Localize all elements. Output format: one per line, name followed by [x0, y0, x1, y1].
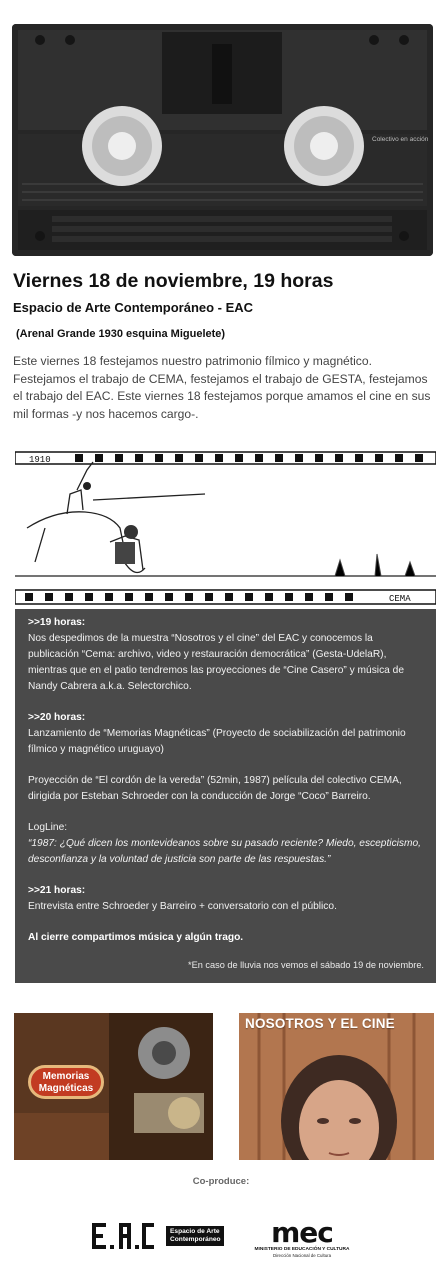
event-address: (Arenal Grande 1930 esquina Miguelete): [16, 328, 226, 340]
program-closing: Al cierre compartimos música y algún trago.: [28, 932, 244, 943]
program-box: [15, 609, 436, 983]
program-19-text: Nos despedimos de la muestra “Nosotros y el cine” del EAC y conocemos la publicación “Cema: archivo, video y restauración democrática” (Gesta-UdelaR), mientras que en el patio tendremos las proyecciones de “Cine Casero” y música de Nandy Cabrera a.k.a. Selectorchico.: [28, 633, 404, 692]
mec-wordmark: mec: [271, 1216, 333, 1249]
mec-logo: [252, 1216, 352, 1259]
eac-logo-text: Espacio de Arte Contemporáneo: [166, 1226, 224, 1246]
memorias-magneticas-image: [14, 1013, 213, 1160]
coproduce-label: Co-produce:: [192, 1176, 250, 1187]
film-bottom-text: CEMA: [389, 594, 411, 604]
program-20-heading: >>20 horas:: [28, 712, 86, 723]
event-title: Viernes 18 de noviembre, 19 horas: [13, 270, 334, 292]
nosotros-title: NOSOTROS Y EL CINE: [245, 1016, 395, 1031]
cassette-label: Colectivo en acción: [372, 136, 429, 143]
program-20-screening: Proyección de “El cordón de la vereda” (52min, 1987) película del colectivo CEMA, dirigida por Esteban Schroeder con la conducción de Jorge “Coco” Barreiro.: [28, 775, 402, 802]
event-venue: Espacio de Arte Contemporáneo - EAC: [13, 300, 254, 315]
rain-note: *En caso de lluvia nos vemos el sábado 19 de noviembre.: [188, 960, 424, 970]
logline-text: “1987: ¿Qué dicen los montevideanos sobre su pasado reciente? Miedo, escepticismo, desconfianza y la voluntad de justicia son parte de las respuestas.”: [28, 838, 422, 865]
program-19-heading: >>19 horas:: [28, 617, 86, 628]
memorias-badge: Memorias Magnéticas: [28, 1065, 104, 1099]
film-top-text: 1910: [29, 455, 51, 465]
logline-label: LogLine:: [28, 822, 68, 833]
nosotros-y-el-cine-image: [239, 1013, 434, 1160]
mec-ministry: MINISTERIO DE EDUCACIÓN Y CULTURA: [254, 1247, 350, 1252]
film-strip-illustration: [15, 450, 436, 608]
eac-mark: E.A.C: [92, 1221, 95, 1222]
vhs-cassette-image: [12, 24, 433, 256]
program-21-heading: >>21 horas:: [28, 885, 86, 896]
program-21-text: Entrevista entre Schroeder y Barreiro + conversatorio con el público.: [28, 901, 337, 912]
program-20-text: Lanzamiento de “Memorias Magnéticas” (Proyecto de sociabilización del patrimonio fílmico y magnético uruguayo): [28, 728, 406, 755]
mec-direction: Dirección Nacional de Cultura: [272, 1253, 332, 1258]
intro-paragraph: Este viernes 18 festejamos nuestro patrimonio fílmico y magnético. Festejamos el trabajo de CEMA, festejamos el trabajo de GESTA, festejamos el trabajo del EAC. Este viernes 18 festejamos porque amamos el cine en sus mil formas -y nos hacemos cargo-.: [13, 354, 431, 421]
